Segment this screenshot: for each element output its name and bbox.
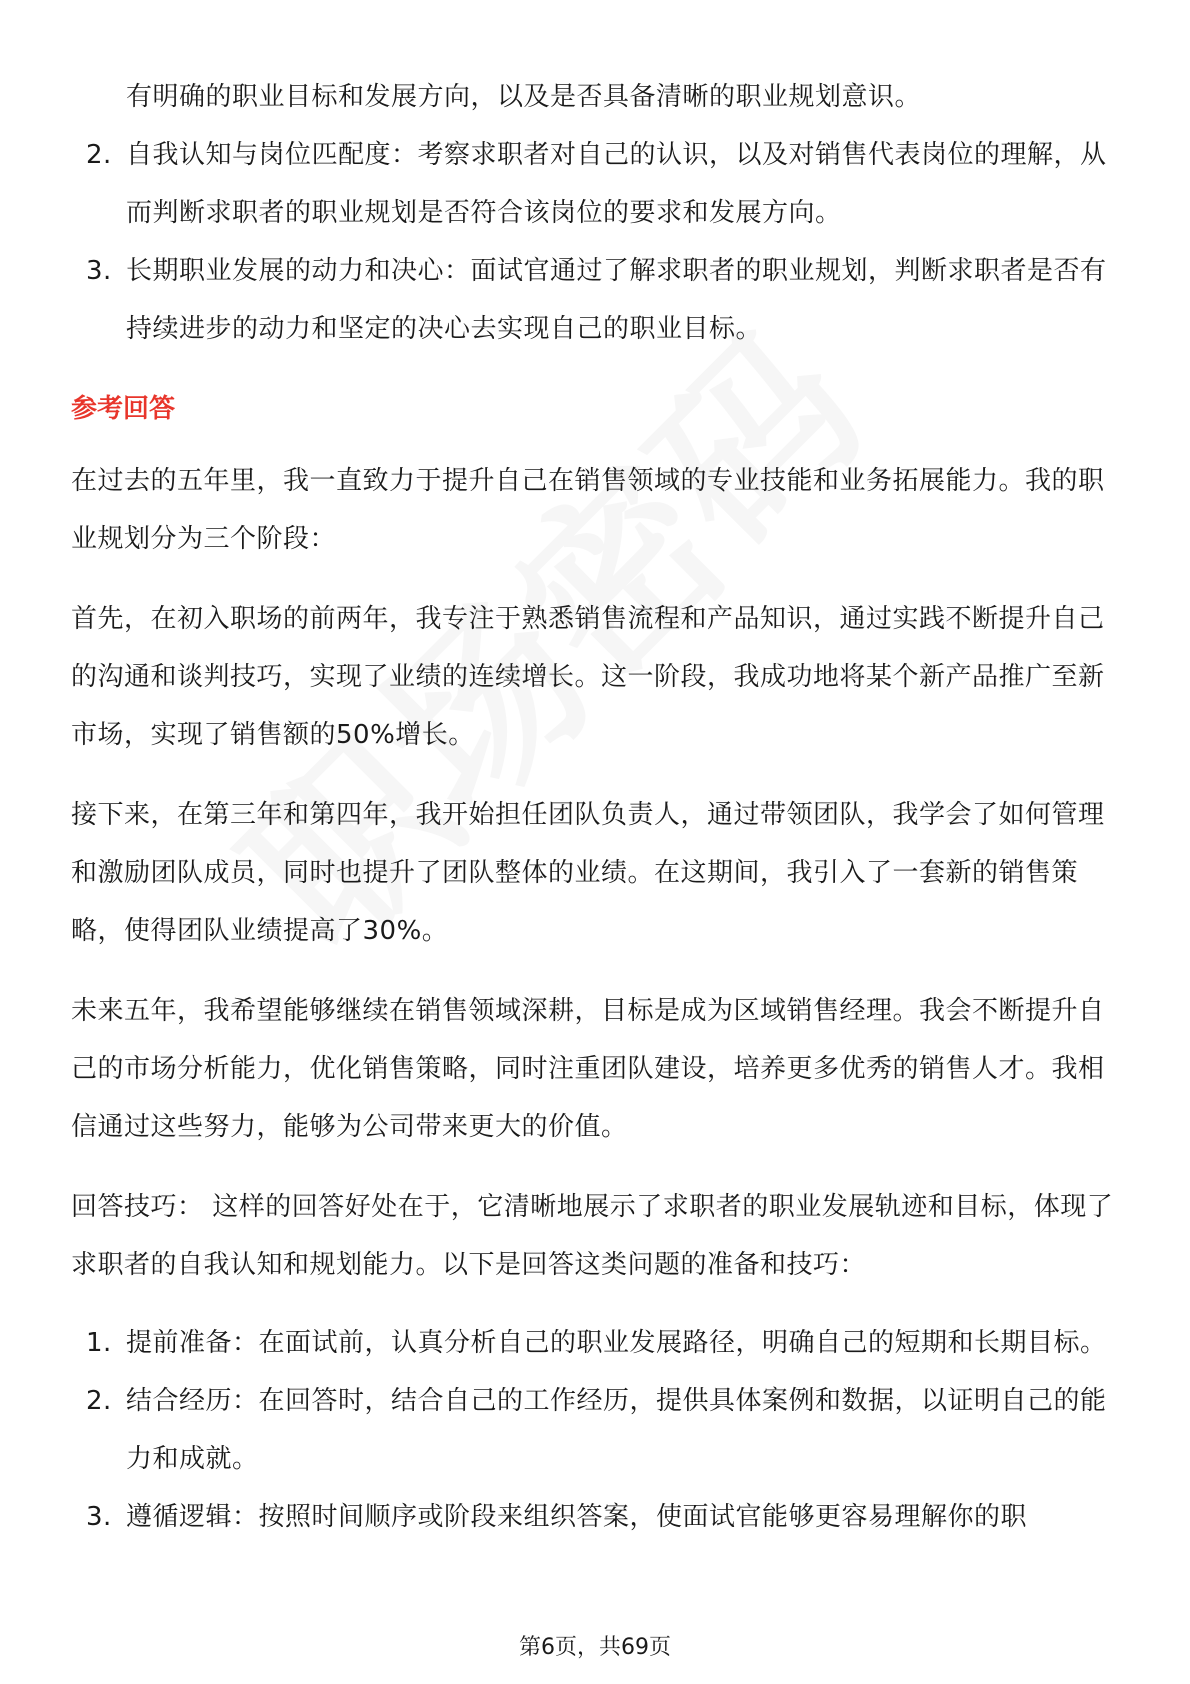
page-content bbox=[71, 68, 1121, 1546]
list-item-text: 遵循逻辑：按照时间顺序或阶段来组织答案，使面试官能够更容易理解你的职 bbox=[126, 1502, 1028, 1532]
list-item bbox=[71, 242, 1121, 358]
paragraph: 在过去的五年里，我一直致力于提升自己在销售领域的专业技能和业务拓展能力。我的职业规划分为三个阶段： bbox=[71, 466, 1105, 554]
paragraph: 首先，在初入职场的前两年，我专注于熟悉销售流程和产品知识，通过实践不断提升自己的沟通和谈判技巧，实现了业绩的连续增长。这一阶段，我成功地将某个新产品推广至新市场，实现了销售额的50%增长。 bbox=[71, 604, 1105, 750]
list-item-number: 1. bbox=[86, 1328, 112, 1358]
paragraph: 回答技巧： 这样的回答好处在于，它清晰地展示了求职者的职业发展轨迹和目标，体现了求职者的自我认知和规划能力。以下是回答这类问题的准备和技巧： bbox=[71, 1192, 1114, 1280]
list-item bbox=[71, 126, 1121, 242]
list-item bbox=[71, 1314, 1121, 1372]
paragraph: 接下来，在第三年和第四年，我开始担任团队负责人，通过带领团队，我学会了如何管理和激励团队成员，同时也提升了团队整体的业绩。在这期间，我引入了一套新的销售策略，使得团队业绩提高了30%。 bbox=[71, 800, 1105, 946]
tips-list bbox=[71, 1314, 1121, 1546]
list-item-text: 提前准备：在面试前，认真分析自己的职业发展路径，明确自己的短期和长期目标。 bbox=[126, 1328, 1107, 1358]
page-footer: 第6页，共69页 bbox=[519, 1635, 671, 1660]
list-item-number: 2. bbox=[86, 140, 112, 170]
list-item-text: 自我认知与岗位匹配度：考察求职者对自己的认识，以及对销售代表岗位的理解，从而判断求职者的职业规划是否符合该岗位的要求和发展方向。 bbox=[126, 140, 1107, 228]
paragraph: 未来五年，我希望能够继续在销售领域深耕，目标是成为区域销售经理。我会不断提升自己的市场分析能力，优化销售策略，同时注重团队建设，培养更多优秀的销售人才。我相信通过这些努力，能够为公司带来更大的价值。 bbox=[71, 996, 1105, 1142]
list-item-continuation: 有明确的职业目标和发展方向，以及是否具备清晰的职业规划意识。 bbox=[126, 82, 922, 112]
list-item-number: 3. bbox=[86, 1502, 112, 1532]
section-heading: 参考回答 bbox=[71, 394, 176, 424]
list-item-text: 长期职业发展的动力和决心：面试官通过了解求职者的职业规划，判断求职者是否有持续进步的动力和坚定的决心去实现自己的职业目标。 bbox=[126, 256, 1107, 344]
list-item-text: 结合经历：在回答时，结合自己的工作经历，提供具体案例和数据，以证明自己的能力和成就。 bbox=[126, 1386, 1107, 1474]
list-item-number: 2. bbox=[86, 1386, 112, 1416]
list-item bbox=[71, 1488, 1121, 1546]
list-item-number: 3. bbox=[86, 256, 112, 286]
list-item bbox=[71, 1372, 1121, 1488]
